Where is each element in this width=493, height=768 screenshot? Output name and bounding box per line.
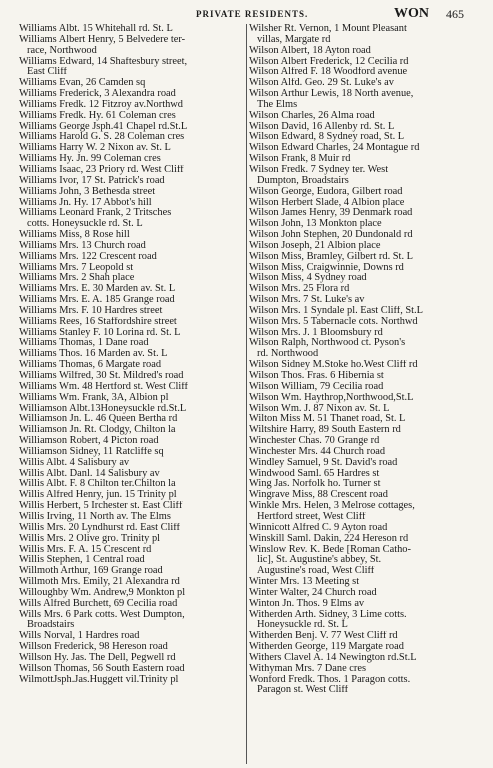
- directory-entry: Wilson Wm. J. 87 Nixon av. St. L: [249, 403, 390, 414]
- entry-continuation: East Cliff: [27, 67, 67, 78]
- directory-entry: Winchester Mrs. 44 Church road: [249, 446, 386, 457]
- directory-entry: Winter Mrs. 13 Meeting st: [249, 577, 360, 588]
- directory-entry: Williams Miss, 8 Rose hill: [19, 230, 130, 241]
- directory-entry: Wilson Sidney M.Stoke ho.West Cliff rd: [249, 360, 418, 371]
- directory-entry: Williams Albt. 15 Whitehall rd. St. L: [19, 24, 173, 34]
- directory-entry: Wilson Mrs. 5 Tabernacle cots. Northwd: [249, 316, 418, 327]
- entry-continuation: cotts. Honeysuckle rd. St. L: [27, 219, 143, 230]
- directory-entry: Wilsher Rt. Vernon, 1 Mount Pleasant: [249, 24, 407, 34]
- entry-continuation: The Elms: [257, 99, 298, 110]
- directory-entry: Wilson Albert Frederick, 12 Cecilia rd: [249, 56, 409, 67]
- directory-entry: Wilson Joseph, 21 Albion place: [249, 240, 381, 251]
- directory-entry: Williams John, 3 Bethesda street: [19, 186, 156, 197]
- directory-entry: Williams Evan, 26 Camden sq: [19, 78, 146, 89]
- directory-entry: Willson Thomas, 56 South Eastern road: [19, 663, 185, 674]
- entry-continuation: Augustine's road, West Cliff: [257, 566, 375, 577]
- directory-entry: Wilson Alfred F. 18 Woodford avenue: [249, 67, 408, 78]
- directory-entry: Witherden George, 119 Margate road: [249, 642, 404, 653]
- directory-entry: Williamson Jn. L. 46 Queen Bertha rd: [19, 414, 178, 425]
- directory-entry: Williams Mrs. 2 Shah place: [19, 273, 135, 284]
- page-header: [0, 6, 493, 22]
- directory-entry: Wilson Thos. Fras. 6 Hibernia st: [249, 371, 384, 381]
- directory-entry: Williams Ivor, 17 St. Patrick's road: [19, 175, 165, 186]
- directory-entry: Williams Mrs. 13 Church road: [19, 240, 146, 251]
- directory-entry: Williamson Jn. Rt. Clodgy, Chilton la: [19, 425, 176, 436]
- directory-entry: Windley Samuel, 9 St. David's road: [249, 457, 398, 468]
- running-title: PRIVATE RESIDENTS.: [196, 9, 309, 19]
- directory-entry: Willis Mrs. F. A. 15 Crescent rd: [19, 544, 152, 555]
- column-divider: [246, 24, 247, 764]
- directory-entry: Wilson Charles, 26 Alma road: [249, 110, 375, 121]
- directory-entry: Willmoth Mrs. Emily, 21 Alexandra rd: [19, 577, 180, 588]
- directory-entry: Wilson Miss, 4 Sydney road: [249, 273, 367, 284]
- directory-entry: Wilson Ralph, Northwood ct. Pyson's: [249, 338, 406, 349]
- directory-entry: Williams Jn. Hy. 17 Abbot's hill: [19, 197, 152, 208]
- directory-entry: Witherden Benj. V. 77 West Cliff rd: [249, 631, 398, 642]
- directory-entry: Williams Fredk. Hy. 61 Coleman cres: [19, 110, 176, 121]
- directory-entry: Wilson Albert, 18 Ayton road: [249, 45, 371, 56]
- directory-entry: Williams Fredk. 12 Fitzroy av.Northwd: [19, 99, 183, 110]
- directory-entry: Williams Albert Henry, 5 Belvedere ter-: [19, 34, 186, 45]
- directory-entry: Willmoth Arthur, 169 Grange road: [19, 566, 163, 577]
- directory-entry: Wilson Mrs. 1 Syndale pl. East Cliff, St.L: [249, 305, 424, 316]
- page-number: 465: [446, 7, 464, 21]
- entry-continuation: villas, Margate rd: [257, 34, 331, 45]
- directory-entry: Wilson John, 13 Monkton place: [249, 219, 382, 230]
- entry-continuation: Honeysuckle rd. St. L: [257, 620, 348, 631]
- directory-entry: Wilson Miss, Bramley, Gilbert rd. St. L: [249, 251, 413, 262]
- directory-entry: Withers Clavel A. 14 Newington rd.St.L: [249, 652, 417, 663]
- directory-entry: Williams Harold G. S. 28 Coleman cres: [19, 132, 185, 143]
- directory-entry: Winskill Saml. Dakin, 224 Hereson rd: [249, 533, 409, 544]
- directory-entry: Williams Wm. Frank, 3A, Albion pl: [19, 392, 169, 403]
- directory-entry: Wing Jas. Norfolk ho. Turner st: [249, 479, 381, 490]
- entry-continuation: Hertford street, West Cliff: [257, 511, 366, 522]
- entry-continuation: race, Northwood: [27, 45, 97, 56]
- directory-entry: Williamson Albt.13Honeysuckle rd.St.L: [19, 403, 187, 414]
- entry-continuation: lic], St. Augustine's abbey, St.: [257, 555, 382, 566]
- directory-entry: Williams Hy. Jn. 99 Coleman cres: [19, 154, 161, 165]
- directory-entry: Witherden Arth. Sidney, 3 Lime cotts.: [249, 609, 407, 620]
- directory-entry: Williams Thos. 16 Marden av. St. L: [19, 349, 168, 360]
- directory-entry: Williams Mrs. E. 30 Marden av. St. L: [19, 284, 176, 295]
- directory-entry: Williams Harry W. 2 Nixon av. St. L: [19, 143, 171, 154]
- directory-entry: Willis Stephen, 1 Central road: [19, 555, 145, 566]
- directory-entry: Wilson Alfd. Geo. 29 St. Luke's av: [249, 78, 394, 89]
- directory-entry: Williams Mrs. E. A. 185 Grange road: [19, 295, 175, 306]
- directory-entry: Willis Albt. 4 Salisbury av: [19, 457, 130, 468]
- directory-entry: Wilson James Henry, 39 Denmark road: [249, 208, 413, 219]
- right-column: [249, 24, 477, 764]
- directory-entry: Wonford Fredk. Thos. 1 Paragon cotts.: [249, 674, 411, 685]
- directory-entry: Wilson John Stephen, 20 Dundonald rd: [249, 230, 413, 241]
- directory-entry: Williamson Robert, 4 Picton road: [19, 436, 159, 447]
- directory-entry: Wills Mrs. 6 Park cotts. West Dumpton,: [19, 609, 185, 620]
- directory-entry: Wilson Mrs. 25 Flora rd: [249, 284, 350, 295]
- directory-entry: Wilson George, Eudora, Gilbert road: [249, 186, 403, 197]
- directory-entry: Willoughby Wm. Andrew,9 Monkton pl: [19, 587, 186, 598]
- directory-entry: Wills Norval, 1 Hardres road: [19, 631, 140, 642]
- directory-entry: Wilton Miss M. 51 Thanet road, St. L: [249, 414, 406, 425]
- directory-entry: Wilson Wm. Haythrop,Northwood,St.L: [249, 392, 414, 403]
- directory-entry: Wilson Mrs. 7 St. Luke's av: [249, 295, 365, 306]
- directory-entry: Williams Frederick, 3 Alexandra road: [19, 89, 176, 100]
- directory-entry: Willis Irving, 11 North av. The Elms: [19, 511, 171, 522]
- directory-entry: Wingrave Miss, 88 Crescent road: [249, 490, 388, 501]
- directory-entry: Wilson Fredk. 7 Sydney ter. West: [249, 164, 389, 175]
- directory-entry: Williams Wilfred, 30 St. Mildred's road: [19, 371, 184, 381]
- entry-continuation: Dumpton, Broadstairs: [257, 175, 349, 186]
- directory-entry: Williams Isaac, 23 Priory rd. West Cliff: [19, 164, 184, 175]
- directory-entry: Wilson Arthur Lewis, 18 North avenue,: [249, 89, 414, 100]
- directory-entry: Windwood Saml. 65 Hardres st: [249, 468, 380, 479]
- directory-entry: Withyman Mrs. 7 Dane cres: [249, 663, 367, 674]
- directory-entry: Willson Frederick, 98 Hereson road: [19, 642, 168, 653]
- directory-entry: Wilson David, 16 Allenby rd. St. L: [249, 121, 395, 132]
- directory-entry: Wills Alfred Burchett, 69 Cecilia road: [19, 598, 178, 609]
- directory-entry: Williams Thomas, 1 Dane road: [19, 338, 149, 349]
- directory-entry: Winkle Mrs. Helen, 3 Melrose cottages,: [249, 501, 415, 512]
- directory-entry: Wilson Frank, 8 Muir rd: [249, 154, 351, 165]
- directory-entry: Willis Albt. F. 8 Chilton ter.Chilton la: [19, 479, 176, 490]
- left-column: [19, 24, 245, 764]
- directory-entry: Willis Alfred Henry, jun. 15 Trinity pl: [19, 490, 177, 501]
- directory-entry: Winchester Chas. 70 Grange rd: [249, 436, 380, 447]
- directory-entry: Williams Rees, 16 Staffordshire street: [19, 316, 177, 327]
- directory-entry: Williams Stanley F. 10 Lorina rd. St. L: [19, 327, 181, 338]
- directory-entry: Williams George Jsph.41 Chapel rd.St.L: [19, 121, 188, 132]
- directory-entry: Willis Herbert, 5 Irchester st. East Cliff: [19, 501, 183, 512]
- directory-entry: Williams Edward, 14 Shaftesbury street,: [19, 56, 188, 67]
- directory-entry: Williams Mrs. 122 Crescent road: [19, 251, 157, 262]
- directory-entry: Wilson Miss, Craigwinnie, Downs rd: [249, 262, 404, 273]
- directory-entry: Willis Mrs. 2 Olive gro. Trinity pl: [19, 533, 161, 544]
- directory-entry: Wilson Edward Charles, 24 Montague rd: [249, 143, 420, 154]
- directory-entry: Williams Wm. 48 Hertford st. West Cliff: [19, 381, 189, 392]
- directory-entry: Williams Leonard Frank, 2 Tritsches: [19, 208, 172, 219]
- directory-entry: Willson Hy. Jas. The Dell, Pegwell rd: [19, 652, 176, 663]
- entry-continuation: Broadstairs: [27, 620, 75, 631]
- entry-continuation: Paragon st. West Cliff: [257, 685, 349, 696]
- directory-entry: Willis Mrs. 20 Lyndhurst rd. East Cliff: [19, 522, 181, 533]
- directory-entry: Wilson Edward, 8 Sydney road, St. L: [249, 132, 405, 143]
- directory-entry: Wiltshire Harry, 89 South Eastern rd: [249, 425, 401, 436]
- directory-entry: Williams Mrs. F. 10 Hardres street: [19, 305, 163, 316]
- directory-entry: Williams Mrs. 7 Leopold st: [19, 262, 134, 273]
- directory-entry: Winslow Rev. K. Bede [Roman Catho-: [249, 544, 411, 555]
- directory-entry: Winter Walter, 24 Church road: [249, 587, 377, 598]
- directory-entry: Wilson William, 79 Cecilia road: [249, 381, 384, 392]
- directory-entry: Williams Thomas, 6 Margate road: [19, 360, 162, 371]
- directory-entry: Wilson Herbert Slade, 4 Albion place: [249, 197, 405, 208]
- directory-entry: Williamson Sidney, 11 Ratcliffe sq: [19, 446, 164, 457]
- entry-continuation: rd. Northwood: [257, 349, 319, 360]
- directory-entry: Wilson Mrs. J. 1 Bloomsbury rd: [249, 327, 383, 338]
- catchword: WON: [394, 6, 429, 21]
- directory-entry: Winnicott Alfred C. 9 Ayton road: [249, 522, 388, 533]
- directory-entry: Winton Jn. Thos. 9 Elms av: [249, 598, 365, 609]
- directory-entry: WilmottJsph.Jas.Huggett vil.Trinity pl: [19, 674, 179, 685]
- directory-entry: Willis Albt. Danl. 14 Salisbury av: [19, 468, 160, 479]
